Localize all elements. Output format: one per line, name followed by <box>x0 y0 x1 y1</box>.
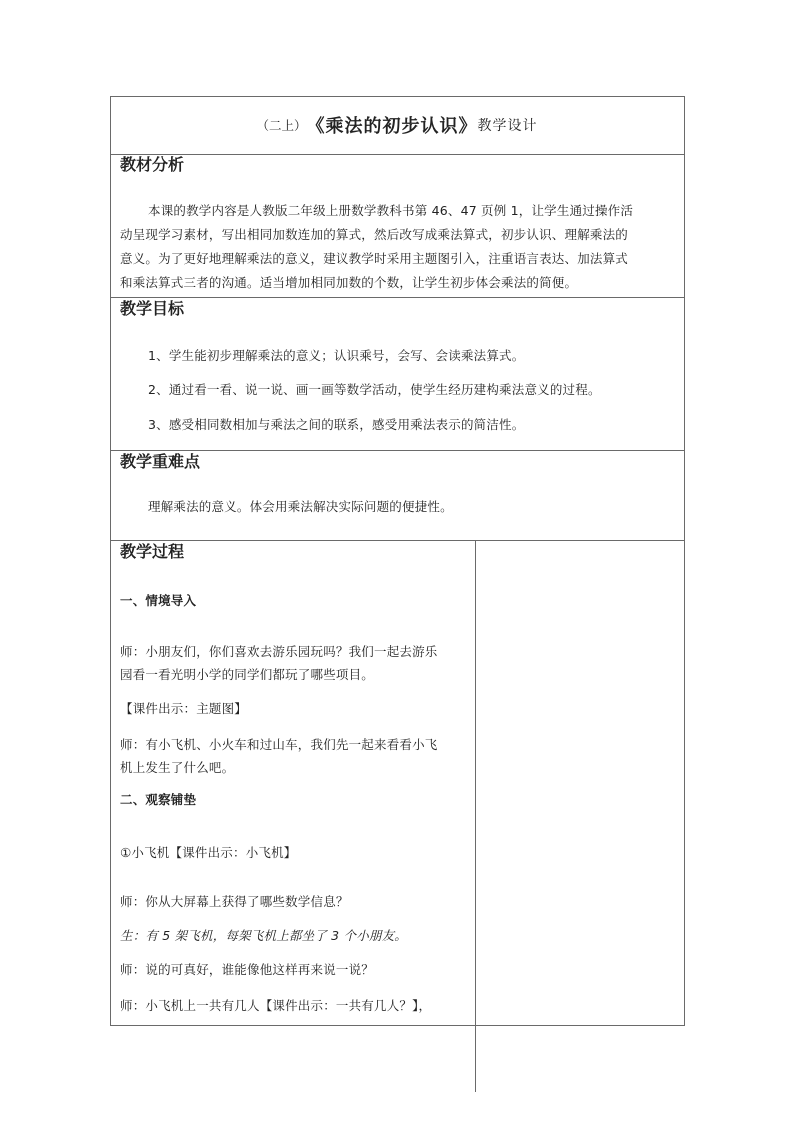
analysis-line-2: 动呈现学习素材，写出相同加数连加的算式，然后改写成乘法算式，初步认识、理解乘法的 <box>120 227 629 242</box>
process-para-4: ①小飞机【课件出示：小飞机】 <box>120 845 297 860</box>
keypoints-text: 理解乘法的意义。体会用乘法解决实际问题的便捷性。 <box>148 499 453 514</box>
table-right-border <box>684 96 685 1026</box>
title-prefix: （二上） <box>256 118 307 133</box>
goal-item-3: 3、感受相同数相加与乘法之间的联系，感受用乘法表示的简洁性。 <box>148 417 525 432</box>
keypoints-heading: 教学重难点 <box>120 452 201 471</box>
process-column-divider <box>475 540 476 1092</box>
analysis-line-4: 和乘法算式三者的沟通。适当增加相同加数的个数，让学生初步体会乘法的简便。 <box>120 275 578 290</box>
process-para-3-line-1: 师：有小飞机、小火车和过山车，我们先一起来看看小飞 <box>120 737 438 752</box>
goals-heading: 教学目标 <box>120 299 185 318</box>
process-para-3-line-2: 机上发生了什么吧。 <box>120 760 235 775</box>
process-heading: 教学过程 <box>120 542 185 561</box>
process-para-1-line-1: 师：小朋友们，你们喜欢去游乐园玩吗？我们一起去游乐 <box>120 644 438 659</box>
process-para-7: 师：说的可真好，谁能像他这样再来说一说？ <box>120 962 375 977</box>
analysis-line-1: 本课的教学内容是人教版二年级上册数学教科书第 46、47 页例 1，让学生通过操作活 <box>148 203 634 218</box>
process-part2-heading: 二、观察铺垫 <box>120 792 197 807</box>
row-divider-analysis <box>110 297 685 298</box>
process-para-6: 生：有 5 架飞机，每架飞机上都坐了 3 个小朋友。 <box>120 928 408 943</box>
goal-item-1: 1、学生能初步理解乘法的意义；认识乘号，会写、会读乘法算式。 <box>148 348 525 363</box>
row-divider-goals <box>110 450 685 451</box>
analysis-heading: 教材分析 <box>120 155 185 174</box>
row-divider-keypoints <box>110 540 685 541</box>
process-para-2: 【课件出示：主题图】 <box>120 701 248 716</box>
process-para-1-line-2: 园看一看光明小学的同学们都玩了哪些项目。 <box>120 667 375 682</box>
row-divider-title <box>110 154 685 155</box>
table-bottom-border <box>110 1025 685 1026</box>
process-para-8: 师：小飞机上一共有几人【课件出示：一共有几人？】， <box>120 998 432 1013</box>
process-para-5: 师：你从大屏幕上获得了哪些数学信息？ <box>120 894 349 909</box>
process-part1-heading: 一、情境导入 <box>120 593 197 608</box>
goal-item-2: 2、通过看一看、说一说、画一画等数学活动，使学生经历建构乘法意义的过程。 <box>148 382 601 397</box>
document-title <box>110 96 684 154</box>
title-main: 《乘法的初步认识》 <box>306 116 478 137</box>
analysis-line-3: 意义。为了更好地理解乘法的意义，建议教学时采用主题图引入，注重语言表达、加法算式 <box>120 251 629 266</box>
table-left-border <box>110 96 111 1026</box>
title-suffix: 教学设计 <box>477 118 538 134</box>
